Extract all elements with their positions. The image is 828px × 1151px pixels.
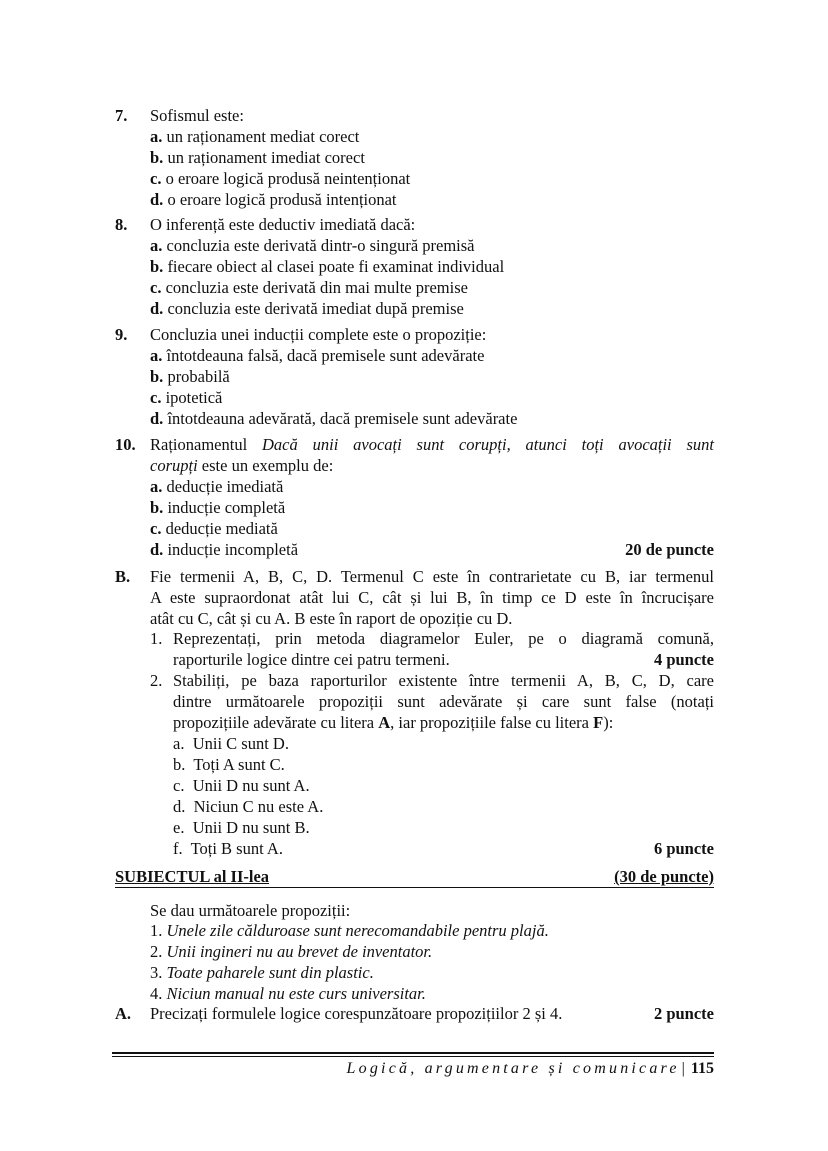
question-text: Raționamentul Dacă unii avocați sunt corupți, atunci toți avocații sunt xyxy=(150,435,715,454)
points-label: 2 puncte xyxy=(653,1004,714,1023)
section-heading xyxy=(115,866,714,888)
option: c. deducție mediată xyxy=(150,519,278,538)
option: d. întotdeauna adevărată, dacă premisele sunt adevărate xyxy=(150,409,518,428)
option: c. ipotetică xyxy=(150,388,223,407)
statement-item: c. Unii D nu sunt A. xyxy=(173,776,310,795)
proposition: 3. Toate paharele sunt din plastic. xyxy=(150,963,374,982)
option: a. concluzia este derivată dintr-o singură premisă xyxy=(150,236,475,255)
task-number: 1. xyxy=(150,629,163,648)
statement-item: f. Toți B sunt A. xyxy=(173,839,283,858)
footer-rule xyxy=(112,1052,714,1054)
page-number: 115 xyxy=(690,1060,714,1077)
task-label: A. xyxy=(115,1004,132,1023)
option: d. concluzia este derivată imediat după premise xyxy=(150,299,464,318)
page-footer xyxy=(347,1058,714,1079)
proposition: 1. Unele zile călduroase sunt nerecomandabile pentru plajă. xyxy=(150,921,549,940)
task-text: propozițiile adevărate cu litera A, iar propozițiile false cu litera F): xyxy=(173,713,614,732)
footer-separator: | xyxy=(681,1060,685,1077)
section-intro-line: atât cu C, cât și cu A. B este în raport de opoziție cu D. xyxy=(150,609,513,628)
task-number: 2. xyxy=(150,671,163,690)
task-text: dintre următoarele propoziții sunt adevărate și care sunt false (notați xyxy=(173,692,714,711)
option: a. deducție imediată xyxy=(150,477,284,496)
option: a. întotdeauna falsă, dacă premisele sunt adevărate xyxy=(150,346,485,365)
section-title: SUBIECTUL al II-lea xyxy=(115,867,270,886)
points-label: 4 puncte xyxy=(653,650,714,669)
footer-title: Logică, argumentare și comunicare xyxy=(346,1060,680,1077)
points-label: 20 de puncte xyxy=(625,540,714,559)
option: b. un raționament imediat corect xyxy=(150,148,365,167)
question-number: 7. xyxy=(115,106,128,125)
task-text: Precizați formulele logice corespunzătoare propozițiilor 2 și 4. xyxy=(150,1004,563,1023)
section-intro-line: Fie termenii A, B, C, D. Termenul C este în contrarietate cu B, iar termenul xyxy=(150,567,714,586)
option: b. probabilă xyxy=(150,367,230,386)
option: d. o eroare logică produsă intenționat xyxy=(150,190,397,209)
question-text: Sofismul este: xyxy=(150,106,244,125)
section-label: B. xyxy=(115,567,131,586)
option: b. fiecare obiect al clasei poate fi examinat individual xyxy=(150,257,505,276)
question-text: Concluzia unei inducții complete este o propoziție: xyxy=(150,325,487,344)
statement-item: b. Toți A sunt C. xyxy=(173,755,285,774)
section-intro-line: A este supraordonat atât lui C, cât și lui B, în timp ce D este în încrucișare xyxy=(150,588,714,607)
question-number: 10. xyxy=(115,435,136,454)
question-number: 8. xyxy=(115,215,128,234)
question-text: O inferență este deductiv imediată dacă: xyxy=(150,215,416,234)
option: a. un raționament mediat corect xyxy=(150,127,360,146)
points-label: 6 puncte xyxy=(653,839,714,858)
option: d. inducție incompletă xyxy=(150,540,299,559)
option: c. concluzia este derivată din mai multe premise xyxy=(150,278,468,297)
statement-item: a. Unii C sunt D. xyxy=(173,734,289,753)
option: b. inducție completă xyxy=(150,498,286,517)
option: c. o eroare logică produsă neintenționat xyxy=(150,169,411,188)
question-text-continued: corupți este un exemplu de: xyxy=(150,456,334,475)
statement-item: e. Unii D nu sunt B. xyxy=(173,818,310,837)
task-text: Stabiliți, pe baza raporturilor existente între termenii A, B, C, D, care xyxy=(173,671,714,690)
question-number: 9. xyxy=(115,325,128,344)
statement-item: d. Niciun C nu este A. xyxy=(173,797,324,816)
footer-rule xyxy=(112,1056,714,1057)
task-text: raporturile logice dintre cei patru termeni. xyxy=(173,650,450,669)
section-points: (30 de puncte) xyxy=(614,867,714,886)
section-intro: Se dau următoarele propoziții: xyxy=(150,901,351,920)
task-text: Reprezentați, prin metoda diagramelor Euler, pe o diagramă comună, xyxy=(173,629,714,648)
proposition: 4. Niciun manual nu este curs universitar. xyxy=(150,984,426,1003)
proposition: 2. Unii ingineri nu au brevet de inventator. xyxy=(150,942,433,961)
